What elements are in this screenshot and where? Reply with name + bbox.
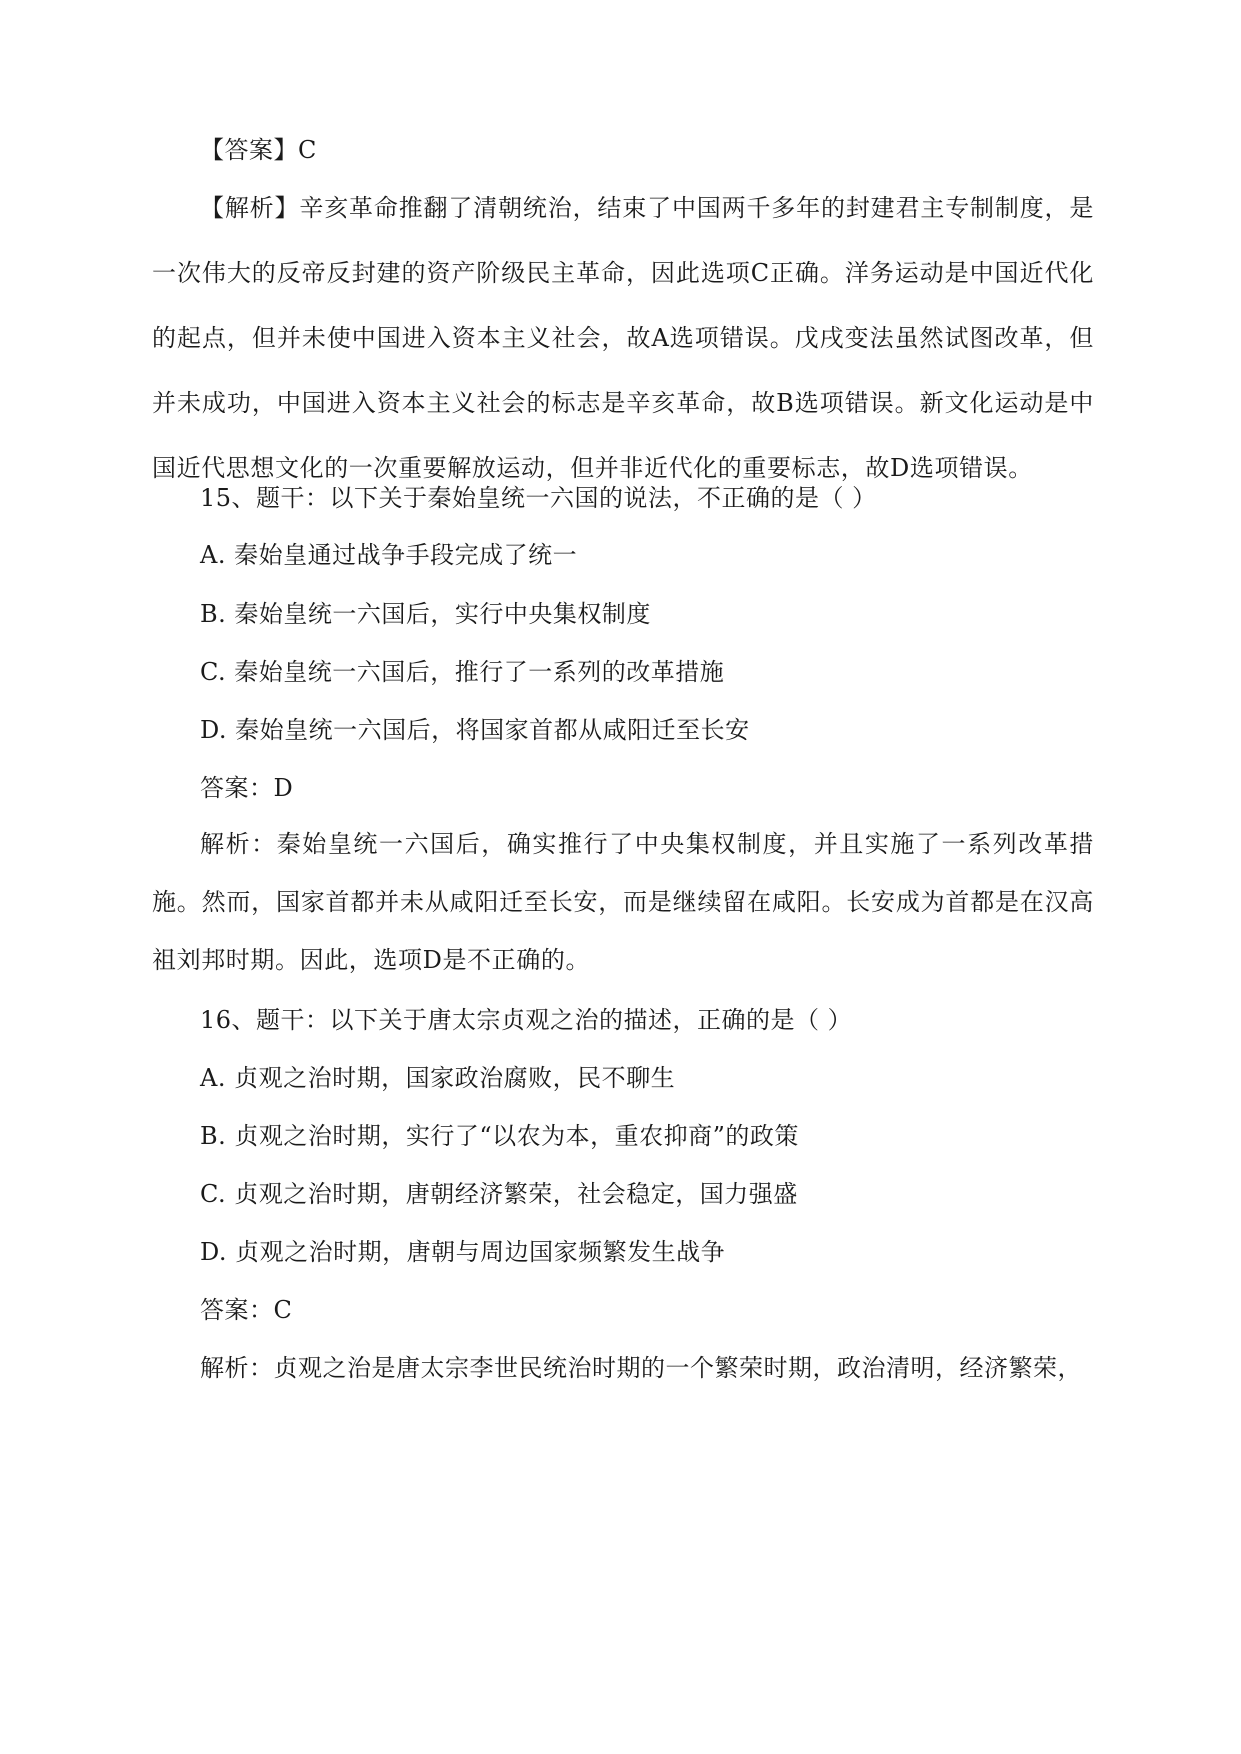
q14-explanation: 【解析】辛亥革命推翻了清朝统治，结束了中国两千多年的封建君主专制制度，是一次伟大的反帝反封建的资产阶级民主革命，因此选项C正确。洋务运动是中国近代化的起点，但并未使中国进入资本主义社会，故A选项错误。戊戌变法虽然试图改革，但并未成功，中国进入资本主义社会的标志是辛亥革命，故B选项错误。新文化运动是中国近代思想文化的一次重要解放运动，但并非近代化的重要标志，故D选项错误。 <box>152 194 1094 482</box>
q15-answer: 答案：D <box>200 774 294 802</box>
q14-answer: 【答案】C <box>200 136 317 164</box>
q15-option-a: A. 秦始皇通过战争手段完成了统一 <box>200 541 578 569</box>
q15-option-c: C. 秦始皇统一六国后，推行了一系列的改革措施 <box>200 658 725 686</box>
q16-option-c: C. 贞观之治时期，唐朝经济繁荣，社会稳定，国力强盛 <box>200 1180 798 1208</box>
q16-answer: 答案：C <box>200 1296 293 1324</box>
q15-stem: 15、题干：以下关于秦始皇统一六国的说法，不正确的是（ ） <box>200 484 877 512</box>
q15-option-d: D. 秦始皇统一六国后，将国家首都从咸阳迁至长安 <box>200 716 750 744</box>
q15-option-b: B. 秦始皇统一六国后，实行中央集权制度 <box>200 600 651 628</box>
q16-stem: 16、题干：以下关于唐太宗贞观之治的描述，正确的是（ ） <box>200 1006 853 1034</box>
q15-explanation: 解析：秦始皇统一六国后，确实推行了中央集权制度，并且实施了一系列改革措施。然而，国家首都并未从咸阳迁至长安，而是继续留在咸阳。长安成为首都是在汉高祖刘邦时期。因此，选项D是不正确的。 <box>152 830 1094 974</box>
q16-option-a: A. 贞观之治时期，国家政治腐败，民不聊生 <box>200 1064 676 1092</box>
q16-option-b: B. 贞观之治时期，实行了“以农为本，重农抑商”的政策 <box>200 1122 799 1150</box>
q16-option-d: D. 贞观之治时期，唐朝与周边国家频繁发生战争 <box>200 1238 726 1266</box>
q16-explanation: 解析：贞观之治是唐太宗李世民统治时期的一个繁荣时期，政治清明，经济繁荣， <box>200 1354 1082 1382</box>
